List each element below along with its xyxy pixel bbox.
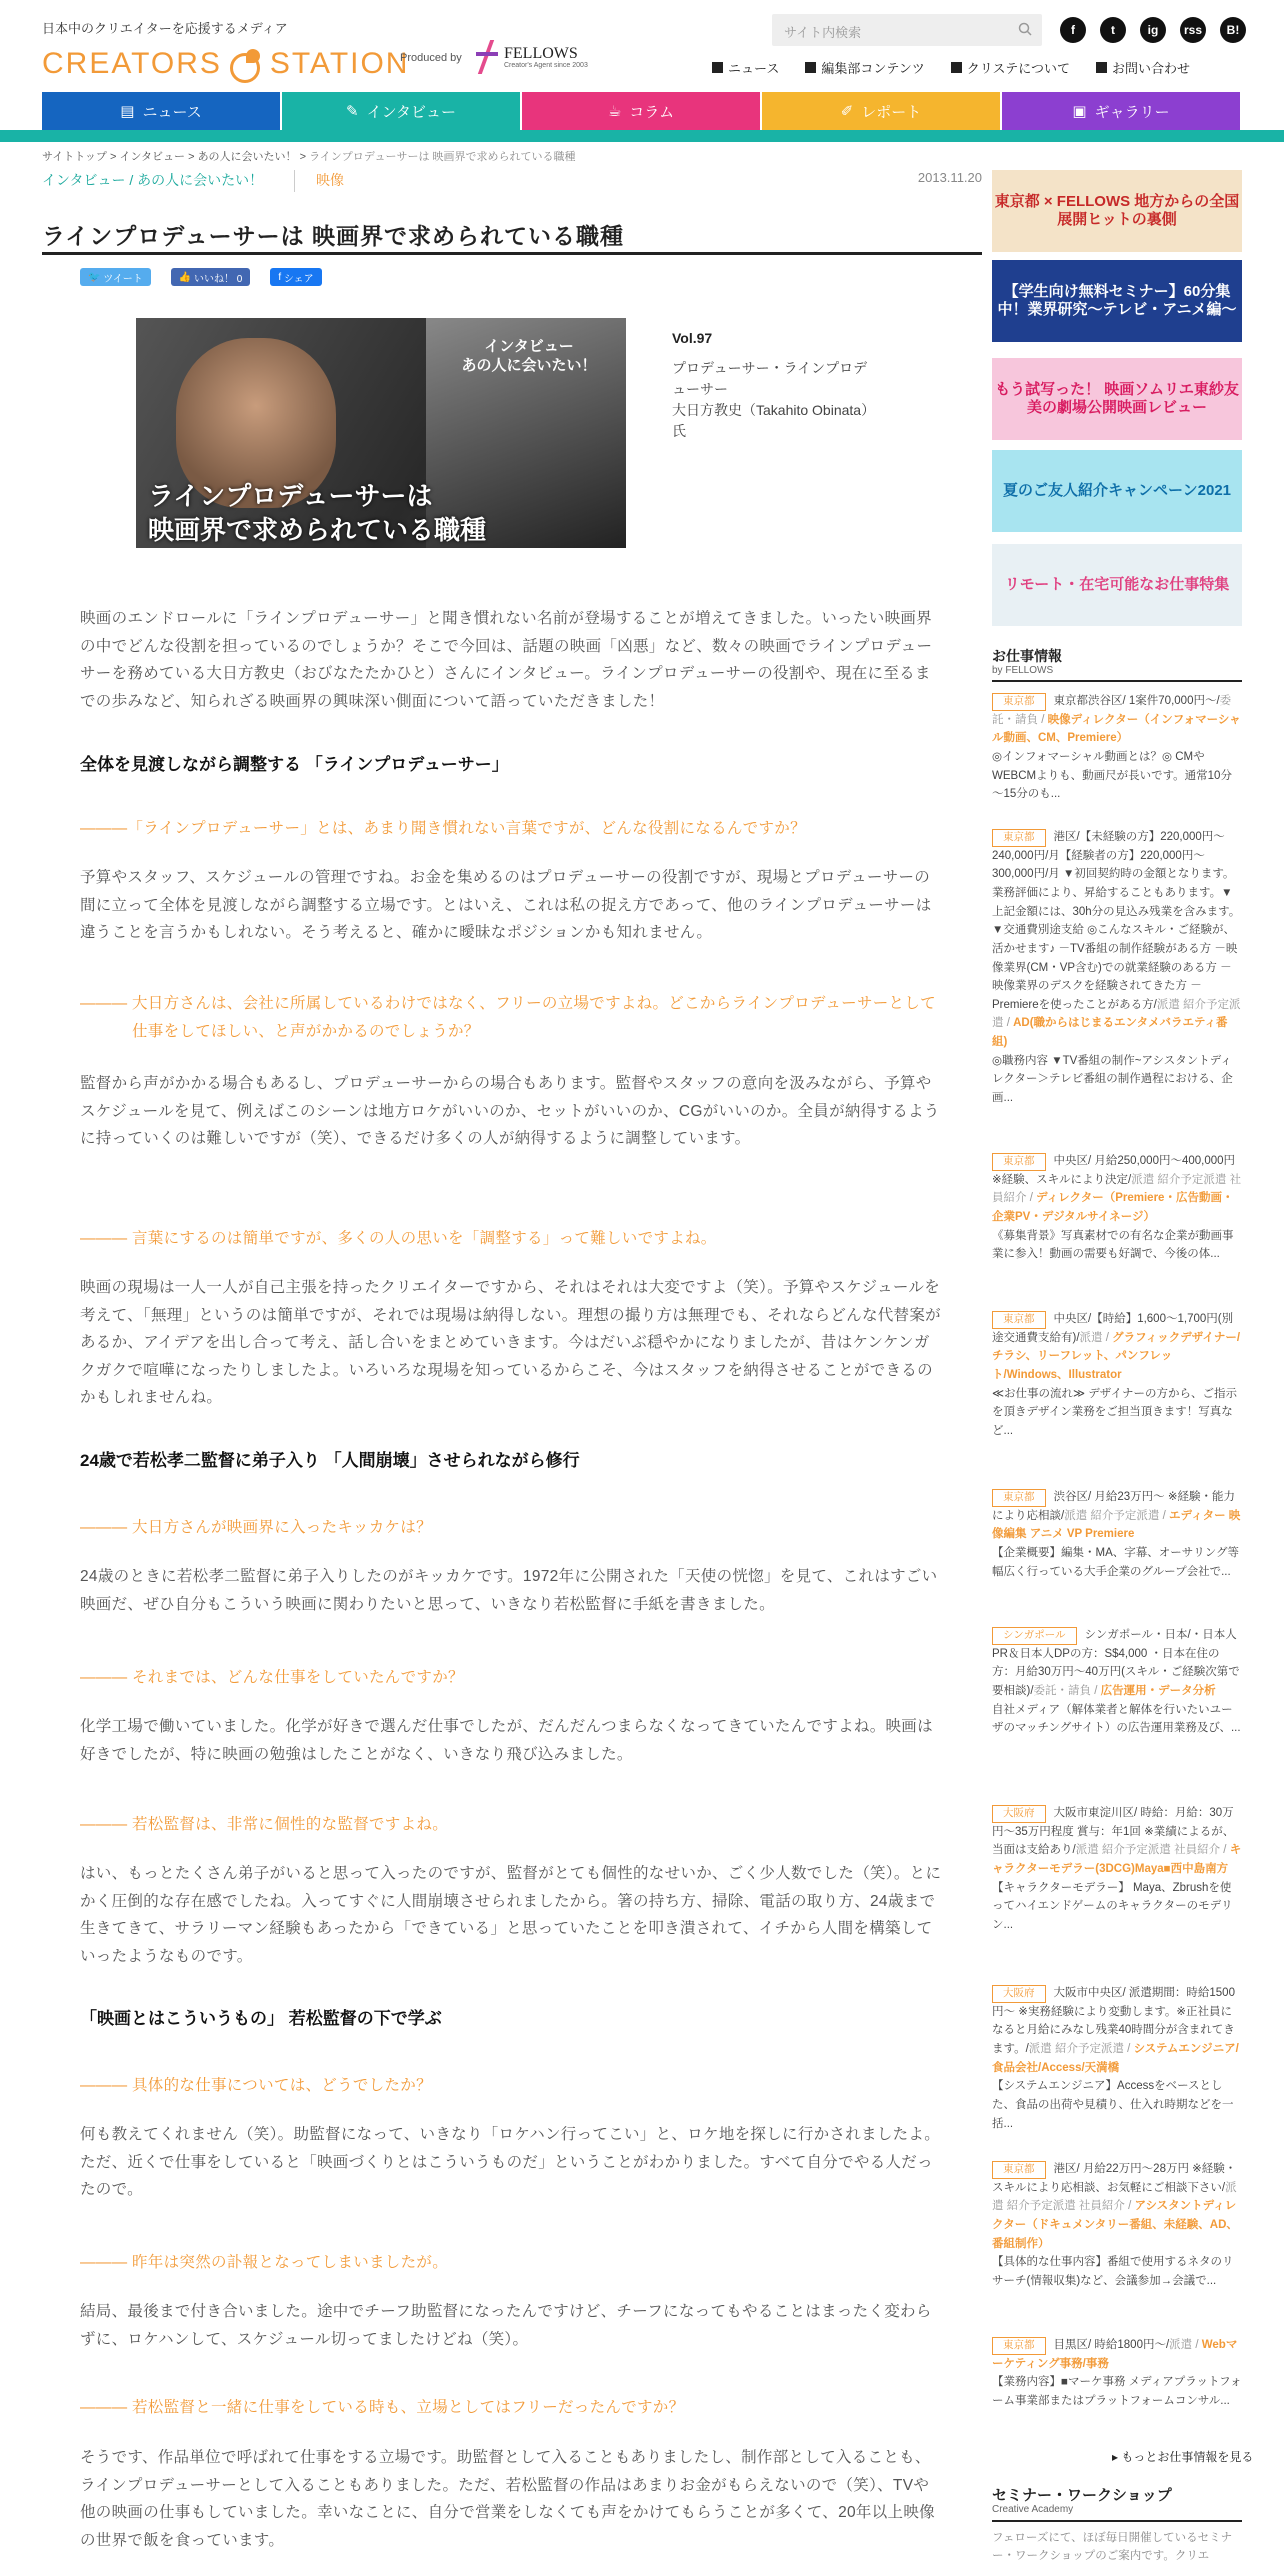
search-icon[interactable] — [1018, 22, 1032, 36]
seminar-heading: セミナー・ワークショップ — [992, 2487, 1172, 2504]
site-tagline: 日本中のクリエイターを応援するメディア — [42, 21, 288, 36]
logo-text-right: STATION — [269, 47, 410, 80]
question-2: ――― 大日方さんは、会社に所属しているわけではなく、フリーの立場ですよね。どこからラインプロデューサーとして仕事をしてほしい、と声がかかるのでしょうか？ — [80, 995, 936, 1040]
image-icon: ▣ — [1072, 103, 1087, 120]
breadcrumb-home[interactable]: サイトトップ — [42, 151, 107, 163]
jobs-heading: お仕事情報 — [992, 648, 1062, 664]
thumbs-up-icon: 👍 — [178, 271, 194, 283]
topnav-editorial[interactable]: 編集部コンテンツ — [805, 58, 924, 77]
produced-by-label: Produced by — [400, 52, 462, 64]
instagram-icon[interactable]: ig — [1140, 17, 1166, 43]
tweet-button[interactable]: 🐦 ツイート — [80, 268, 151, 286]
speech-bubble-icon — [951, 62, 962, 73]
section-heading-1: 全体を見渡しながら調整する 「ラインプロデューサー」 — [80, 755, 509, 774]
cat-tab-interview[interactable]: ✎ インタビュー — [282, 92, 520, 130]
hero-caption: ラインプロデューサーは 映画界で求められている職種 — [148, 481, 487, 546]
share-buttons — [80, 268, 322, 286]
cat-tab-report[interactable]: ✐ レポート — [762, 92, 1000, 130]
article-date: 2013.11.20 — [917, 170, 982, 185]
seminar-rule — [992, 2520, 1242, 2522]
facebook-icon: f — [278, 271, 284, 283]
topnav-contact[interactable]: お問い合わせ — [1096, 58, 1190, 77]
meta-divider — [294, 170, 295, 192]
mail-icon — [1096, 62, 1107, 73]
section-heading-3: 「映画とはこういうもの」 若松監督の下で学ぶ — [80, 2009, 442, 2028]
breadcrumb: サイトトップ > インタビュー > あの人に会いたい！ > ラインプロデューサーは 映画界で求められている職種 — [42, 151, 576, 163]
logo-mark-icon — [226, 49, 266, 79]
answer-7: 何も教えてくれません（笑）。助監督になって、いきなり「ロケハン行ってこい」と、ロケ地を探しに行かされましたよ。ただ、近くで仕事をしていると「映画づくりとはこういうものだ」ということがわかりました。すべて自分でやる人だったので。 — [80, 2126, 941, 2199]
facebook-icon[interactable]: f — [1060, 17, 1086, 43]
article-intro: 映画のエンドロールに「ラインプロデューサー」と聞き慣れない名前が登場することが増えてきました。いったい映画界の中でどんな役割を担っているのでしょうか？そこで今回は、話題の映画「凶悪」など、数々の映画でラインプロデューサーを務めている大日方教史（おびなたたかひと）さんにインタビュー。ラインプロデューサーの役割や、現在に至るまでの歩みなど、知られざる映画界の興味深い側面について語っていただきました！ — [80, 610, 933, 710]
fellows-subtitle: Creator's Agent since 2003 — [504, 61, 588, 69]
question-9: ――― 若松監督と一緒に仕事をしている時も、立場としてはフリーだったんですか？ — [80, 2399, 685, 2416]
job-listing[interactable]: シンガポール シンガポール・日本/・日本人PR＆日本人DPの方：S$4,000 ・日本在住の方：月給30万円～40万円(スキル・ご経験次第で要相談)/委託・請負 / 広告運用・データ分析 自社メディア（解体業者と解体を行いたいユーザのマッチングサイト）の広告運用業務及び、... — [992, 1629, 1241, 1735]
question-4: ――― 大日方さんが映画界に入ったキッカケは？ — [80, 1519, 432, 1536]
list-icon — [712, 62, 723, 73]
sidebar-banner-3[interactable]: もう試写った！ 映画ソムリエ東紗友美の劇場公開映画レビュー — [992, 358, 1242, 440]
topnav-about[interactable]: クリステについて — [951, 58, 1070, 77]
facebook-share-button[interactable]: f シェア — [270, 268, 321, 286]
job-listing[interactable]: 東京都 港区/ 月給22万円～28万円 ※経験・スキルにより応相談、お気軽にご相談下さい/派遣 紹介予定派遣 社員紹介 / アシスタントディレクター（ドキュメンタリー番組、未経験、AD、番組制作） 【具体的な仕事内容】番組で使用するネタのリサーチ(情報収集)など、会議参加→会議で... — [992, 2163, 1238, 2287]
sidebar-banner-1[interactable]: 東京都 × FELLOWS 地方からの全国展開ヒットの裏側 — [992, 170, 1242, 252]
answer-4: 24歳のときに若松孝二監督に弟子入りしたのがキッカケです。1972年に公開された「天使の恍惚」を見て、これはすごい映画だ、ぜひ自分もこういう映画に関わりたいと思って、いきなり若松監督に手紙を書きました。 — [80, 1568, 938, 1613]
more-jobs-link[interactable]: ▸ もっとお仕事情報を見る — [1112, 2450, 1254, 2464]
breadcrumb-interview[interactable]: インタビュー — [119, 151, 186, 163]
rss-icon[interactable]: rss — [1180, 17, 1206, 43]
job-listing[interactable]: 東京都 目黒区/ 時給1800円～/派遣 / Webマーケティング事務/事務 【業務内容】■マーケ事務 メディアプラットフォーム事業部またはプラットフォームコンサル... — [992, 2339, 1242, 2407]
job-listing[interactable]: 東京都 港区/【未経験の方】220,000円～240,000円/月【経験者の方】220,000円～300,000円/月 ▼初回契約時の金額となります。業務評価により、昇給することもあります。▼上記金額には、30h分の見込み残業を含みます。▼交通費別途支給 ◎こんなスキル・ご経験が、活かせます♪ －TV番組の制作経験がある方 －映像業界(CM・VP含む)での就業経験のある方 －映像業界のデスクを経験されてきた方 －Premiereを使ったことがある方/派遣 紹介予定派遣 / AD(職からはじまるエンタメバラエティ番組) ◎職務内容 ▼TV番組の制作~アシスタントディレクター＞テレビ番組の制作過程における、企画... — [992, 831, 1241, 1104]
seminar-subheading: Creative Academy — [992, 2504, 1074, 2515]
social-links — [1060, 17, 1246, 43]
question-8: ――― 昨年は突然の訃報となってしまいましたが。 — [80, 2254, 449, 2271]
job-listing[interactable]: 東京都 中央区/ 月給250,000円～400,000円 ※経験、スキルにより決定/派遣 紹介予定派遣 社員紹介 / ディレクター（Premiere・広告動画・企業PV・デジタルサイネージ） 《募集背景》写真素材での有名な企業が動画事業に参入！動画の需要も好調で、今後の体... — [992, 1155, 1242, 1261]
section-heading-2: 24歳で若松孝二監督に弟子入り 「人間崩壊」させられながら修行 — [80, 1451, 580, 1470]
hero-image — [136, 318, 626, 548]
jobs-subheading: by FELLOWS — [992, 665, 1054, 676]
logo-text-left: CREATORS — [42, 47, 222, 80]
interviewee-profile: プロデューサー・ラインプロデューサー 大日方教史（Takahito Obinata）氏 — [672, 360, 869, 439]
series-badge: インタビュー あの人に会いたい！ — [461, 338, 597, 374]
cat-tab-news[interactable]: ▤ ニュース — [42, 92, 280, 130]
question-6: ――― 若松監督は、非常に個性的な監督ですよね。 — [80, 1816, 449, 1833]
question-7: ――― 具体的な仕事については、どうでしたか？ — [80, 2077, 432, 2094]
site-header — [0, 0, 1284, 130]
cat-tab-gallery[interactable]: ▣ ギャラリー — [1002, 92, 1240, 130]
topnav-news[interactable]: ニュース — [712, 58, 779, 77]
cup-icon: ☕ — [607, 103, 622, 120]
article-subcategory[interactable]: 映像 — [316, 172, 344, 188]
fellows-mark-icon — [476, 40, 498, 74]
job-listing[interactable]: 東京都 東京都渋谷区/ 1案件70,000円～/委託・請負 / 映像ディレクター（インフォマーシャル動画、CM、Premiere） ◎インフォマーシャル動画とは？◎ CMやWEBCMよりも、動画尺が長いです。通常10分～15分のも... — [992, 695, 1241, 801]
twitter-icon: 🐦 — [88, 271, 104, 283]
twitter-icon[interactable]: t — [1100, 17, 1126, 43]
fellows-name: FELLOWS — [504, 44, 578, 62]
caret-right-icon: ▸ — [1112, 2450, 1122, 2464]
sidebar-banner-2[interactable]: 【学生向け無料セミナー】60分集中！業界研究～テレビ・アニメ編～ — [992, 260, 1242, 342]
top-navigation — [712, 58, 1190, 77]
search-input[interactable] — [772, 14, 1042, 46]
answer-1: 予算やスタッフ、スケジュールの管理ですね。お金を集めるのはプロデューサーの役割ですが、現場とプロデューサーの間に立って全体を見渡しながら調整する立場です。とはいえ、これは私の捉え方であって、他のラインプロデューサーは違うことを言うかもしれない。そう考えると、確かに曖昧なポジションかも知れません。 — [80, 869, 932, 942]
news-icon: ▤ — [120, 103, 135, 120]
pencil-icon — [805, 62, 816, 73]
fellows-logo[interactable] — [476, 40, 588, 74]
category-accent-bar — [0, 130, 1284, 142]
seminar-text: フェローズにて、ほぼ毎日開催しているセミナー・ワークショップのご案内です。クリエ — [992, 2532, 1233, 2562]
answer-3: 映画の現場は一人一人が自己主張を持ったクリエイターですから、それはそれは大変ですよ（笑）。予算やスケジュールを考えて、「無理」というのは簡単ですが、それでは現場は納得しない。理想の撮り方は無理でも、それならどんな代替案があるか、アイデアを出し合って考え、話し合いをまとめていきます。今はだいぶ穏やかになりましたが、昔はケンケンガクガクで喧嘩になったりしましたよ。いろいろな現場を知っているからこそ、今はスタッフを納得させることができるのかもしれませんね。 — [80, 1279, 941, 1407]
answer-5: 化学工場で働いていました。化学が好きで選んだ仕事でしたが、だんだんつまらなくなってきていたんですよね。映画は好きでしたが、特に映画の勉強はしたことがなく、いきなり飛び込みました。 — [80, 1718, 933, 1763]
hatena-bookmark-icon[interactable]: B! — [1220, 17, 1246, 43]
jobs-rule — [992, 680, 1242, 682]
answer-6: はい、もっとたくさん弟子がいると思って入ったのですが、監督がとても個性的なせいか、ごく少人数でした（笑）。とにかく圧倒的な存在感でしたね。入ってすぐに人間崩壊させられましたから。箸の持ち方、掃除、電話の取り方、24歳まで生きてきて、サラリーマン経験もあったから「できている」と思っていたことを叩き潰されて、イチから人間を構築していったようなものです。 — [80, 1865, 942, 1965]
title-rule — [42, 252, 982, 255]
sidebar-banner-4[interactable]: 夏のご友人紹介キャンペーン2021 — [992, 450, 1242, 532]
pen-icon: ✎ — [346, 103, 359, 120]
job-listing[interactable]: 大阪府 大阪市中央区/ 派遣期間：時給1500円～ ※実務経験により変動します。※正社員になると月給にみなし残業40時間分が含まれてきます。/派遣 紹介予定派遣 / システムエンジニア/食品会社/Access/天満橋 【システムエンジニア】Accessをベースとした、食品の出荷や見積り、仕入れ時期などを一括... — [992, 1987, 1239, 2130]
breadcrumb-current: ラインプロデューサーは 映画界で求められている職種 — [309, 151, 576, 163]
job-listing[interactable]: 大阪府 大阪市東淀川区/ 時給：月給：30万円～35万円程度 賞与：年1回 ※業績によるが、当面は支給あり/派遣 紹介予定派遣 社員紹介 / キャラクターモデラー(3DCG)Maya■西中島南方 【キャラクターモデラー】 Maya、Zbrushを使ってハイエンドゲームのキャラクターのモデリン... — [992, 1807, 1242, 1931]
article-category[interactable]: インタビュー / あの人に会いたい！ — [42, 172, 264, 188]
breadcrumb-series[interactable]: あの人に会いたい！ — [197, 151, 297, 163]
answer-8: 結局、最後まで付き合いました。途中でチーフ助監督になったんですけど、チーフになってもやることはまったく変わらずに、ロケハンして、スケジュール切ってましたけどね（笑）。 — [80, 2303, 932, 2348]
answer-9: そうです、作品単位で呼ばれて仕事をする立場です。助監督として入ることもありましたし、制作部として入ることも、ラインプロデューサーとして入ることもありました。ただ、若松監督の作品はあまりお金がもらえないので（笑）、TVや他の映画の仕事もしていました。幸いなことに、自分で営業をしなくても声をかけてもらうことが多くて、20年以上映像の世界で飯を食っています。 — [80, 2449, 935, 2549]
question-3: ――― 言葉にするのは簡単ですが、多くの人の思いを「調整する」って難しいですよね。 — [80, 1230, 717, 1247]
clip-icon: ✐ — [840, 103, 854, 120]
sidebar-banner-5[interactable]: リモート・在宅可能なお仕事特集 — [992, 544, 1242, 626]
question-1: ―――「ラインプロデューサー」とは、あまり聞き慣れない言葉ですが、どんな役割になるんですか？ — [80, 820, 806, 837]
site-logo[interactable] — [42, 42, 409, 86]
article-title: ラインプロデューサーは 映画界で求められている職種 — [42, 223, 625, 249]
volume-number: Vol.97 — [672, 330, 713, 346]
job-listing[interactable]: 東京都 渋谷区/ 月給23万円～ ※経験・能力により応相談/派遣 紹介予定派遣 / エディター 映像編集 アニメ VP Premiere 【企業概要】編集・MA、字幕、オーサリング等幅広く行っている大手企業のグループ会社で... — [992, 1491, 1241, 1578]
job-listing[interactable]: 東京都 中央区/【時給】1,600～1,700円(別途交通費支給有)/派遣 / グラフィックデザイナー/チラシ、リーフレット、パンフレット/Windows、Illustrator ≪お仕事の流れ≫ デザイナーの方から、ご指示を頂きデザイン業務をご担当頂きます！写真など... — [992, 1313, 1241, 1437]
question-5: ――― それまでは、どんな仕事をしていたんですか？ — [80, 1669, 464, 1686]
like-button[interactable]: 👍 いいね！ 0 — [171, 268, 251, 286]
search-placeholder: サイト内検索 — [784, 25, 862, 40]
cat-tab-column[interactable]: ☕ コラム — [522, 92, 760, 130]
article-meta — [42, 170, 982, 194]
category-navigation — [42, 92, 1240, 130]
answer-2: 監督から声がかかる場合もあるし、プロデューサーからの場合もあります。監督やスタッフの意向を汲みながら、予算やスケジュールを見て、例えばこのシーンは地方ロケがいいのか、セットがいいのか、CGがいいのか。全員が納得するように持っていくのは難しいですが（笑）、できるだけ多くの人が納得するように調整しています。 — [80, 1075, 940, 1148]
